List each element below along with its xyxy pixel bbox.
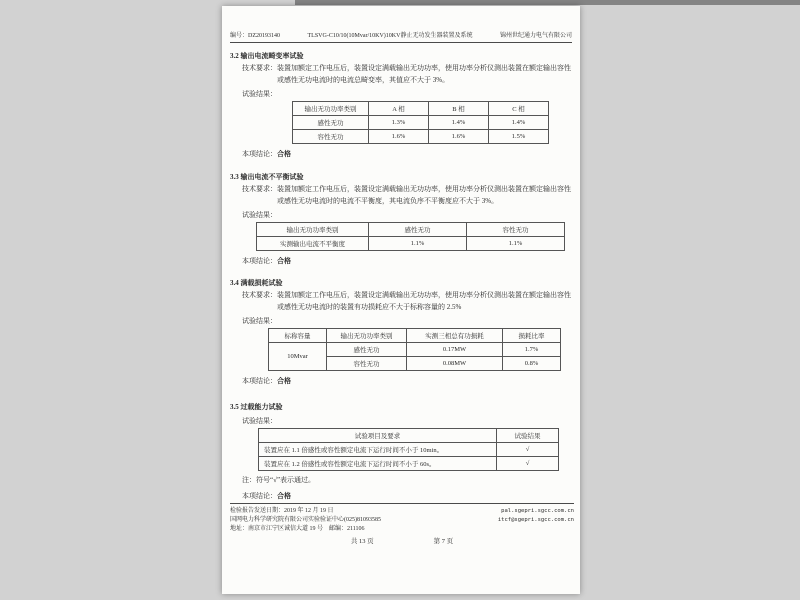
product-title: TLSVG-C10/10(10Mvar/10KV)10KV静止无功发生器装置及系统 bbox=[307, 33, 473, 39]
requirement-label: 技术要求： bbox=[242, 64, 277, 72]
cell: 0.08MW bbox=[407, 357, 503, 371]
cell: 1.4% bbox=[429, 116, 489, 130]
distortion-table bbox=[292, 101, 549, 144]
table-row bbox=[269, 343, 561, 357]
section-title: 3.4 满载损耗试验 bbox=[230, 279, 283, 287]
header-cell: 容性无功 bbox=[467, 223, 565, 237]
website-url: pal.sgepri.sgcc.com.cn bbox=[501, 508, 574, 514]
conclusion-line bbox=[242, 375, 572, 387]
checkmark-cell: √ bbox=[497, 443, 559, 457]
table-row bbox=[293, 116, 549, 130]
report-number: 编号：DZ20193140 bbox=[230, 33, 280, 39]
report-page bbox=[222, 6, 580, 594]
header-cell: 输出无功功率类别 bbox=[293, 102, 369, 116]
cell: 1.6% bbox=[369, 130, 429, 144]
section-3-5 bbox=[230, 401, 572, 502]
header-cell: 输出无功功率类别 bbox=[257, 223, 369, 237]
header-cell: 输出无功功率类别 bbox=[327, 329, 407, 343]
conclusion-value: 合格 bbox=[277, 257, 291, 265]
report-send-date: 检验报告发送日期：2019 年 12 月 19 日 bbox=[230, 508, 334, 514]
page-header bbox=[230, 30, 572, 43]
requirement-label: 技术要求： bbox=[242, 291, 277, 299]
requirement-text: 装置加额定工作电压后，装置设定满载输出无功功率，使用功率分析仪测出装置在额定输出容性或感性无功电流时的电流不平衡度，其电流负序不平衡度应不大于 3%。 bbox=[277, 185, 571, 205]
table-row bbox=[259, 443, 559, 457]
conclusion-value: 合格 bbox=[277, 492, 291, 500]
email-address: itcf@sgepri.sgcc.com.cn bbox=[497, 517, 574, 523]
section-title: 3.5 过载能力试验 bbox=[230, 403, 283, 411]
header-cell: A 相 bbox=[369, 102, 429, 116]
requirement-text: 装置加额定工作电压后，装置设定满载输出无功功率，使用功率分析仪测出装置在额定输出容性或感性无功电流时的装置有功损耗应不大于标称容量的 2.5% bbox=[277, 291, 571, 311]
company-name: 锦州世纪通力电气有限公司 bbox=[499, 33, 572, 39]
cell: 0.17MW bbox=[407, 343, 503, 357]
table-header-row bbox=[293, 102, 549, 116]
conclusion-label: 本项结论： bbox=[242, 150, 277, 158]
cell: 装置应在 1.2 倍感性或容性额定电流下运行时间不小于 60s。 bbox=[259, 457, 497, 471]
section-3-3 bbox=[230, 171, 572, 267]
footer-contact-block bbox=[230, 507, 381, 534]
cell: 0.8% bbox=[503, 357, 561, 371]
conclusion-value: 合格 bbox=[277, 150, 291, 158]
technical-requirement bbox=[242, 183, 572, 207]
section-3-4 bbox=[230, 277, 572, 387]
page-footer bbox=[230, 503, 574, 546]
cell: 1.5% bbox=[489, 130, 549, 144]
technical-requirement bbox=[242, 62, 572, 86]
section-title: 3.2 输出电流畸变率试验 bbox=[230, 52, 304, 60]
cell: 实测输出电流不平衡度 bbox=[257, 237, 369, 251]
conclusion-value: 合格 bbox=[277, 377, 291, 385]
header-cell: 实测三相总有功损耗 bbox=[407, 329, 503, 343]
result-label: 试验结果： bbox=[242, 90, 277, 98]
cell: 1.1% bbox=[467, 237, 565, 251]
table-header-row bbox=[257, 223, 565, 237]
cell: 容性无功 bbox=[293, 130, 369, 144]
capacity-cell: 10Mvar bbox=[269, 343, 327, 371]
conclusion-label: 本项结论： bbox=[242, 257, 277, 265]
header-cell: B 相 bbox=[429, 102, 489, 116]
section-title: 3.3 输出电流不平衡试验 bbox=[230, 173, 304, 181]
technical-requirement bbox=[242, 289, 572, 313]
table-row bbox=[293, 130, 549, 144]
cell: 1.4% bbox=[489, 116, 549, 130]
table-row bbox=[259, 457, 559, 471]
requirement-label: 技术要求： bbox=[242, 185, 277, 193]
testing-organization: 国网电力科学研究院有限公司实验验证中心(025)81093585 bbox=[230, 517, 381, 523]
result-label: 试验结果： bbox=[242, 317, 277, 325]
header-cell: C 相 bbox=[489, 102, 549, 116]
header-cell: 损耗比率 bbox=[503, 329, 561, 343]
footer-web-block bbox=[498, 507, 574, 534]
total-pages: 共 13 页 bbox=[350, 538, 374, 545]
footnote: 注：符号“√”表示通过。 bbox=[242, 476, 316, 484]
organization-address: 地址：南京市江宁区诚信大道 19 号 邮编：211106 bbox=[230, 526, 365, 532]
conclusion-label: 本项结论： bbox=[242, 377, 277, 385]
table-row bbox=[257, 237, 565, 251]
cell: 感性无功 bbox=[293, 116, 369, 130]
conclusion-label: 本项结论： bbox=[242, 492, 277, 500]
cell: 1.7% bbox=[503, 343, 561, 357]
conclusion-line bbox=[242, 490, 572, 502]
header-cell: 试验结果 bbox=[497, 429, 559, 443]
current-page: 第 7 页 bbox=[433, 538, 454, 545]
scan-edge-artifact bbox=[295, 0, 800, 5]
table-header-row bbox=[259, 429, 559, 443]
conclusion-line bbox=[242, 148, 572, 160]
result-label: 试验结果： bbox=[242, 211, 277, 219]
table-header-row bbox=[269, 329, 561, 343]
checkmark-cell: √ bbox=[497, 457, 559, 471]
header-cell: 试验项目及要求 bbox=[259, 429, 497, 443]
header-cell: 标称容量 bbox=[269, 329, 327, 343]
cell: 容性无功 bbox=[327, 357, 407, 371]
result-label: 试验结果： bbox=[242, 417, 277, 425]
section-3-2 bbox=[230, 50, 572, 160]
loss-table bbox=[268, 328, 561, 371]
conclusion-line bbox=[242, 255, 572, 267]
page-numbering bbox=[230, 537, 574, 546]
overload-table bbox=[258, 428, 559, 471]
cell: 感性无功 bbox=[327, 343, 407, 357]
cell: 1.3% bbox=[369, 116, 429, 130]
cell: 装置应在 1.1 倍感性或容性额定电流下运行时间不小于 10min。 bbox=[259, 443, 497, 457]
requirement-text: 装置加额定工作电压后，装置设定满载输出无功功率，使用功率分析仪测出装置在额定输出容性或感性无功电流时的电流总畸变率，其值应不大于 3%。 bbox=[277, 64, 571, 84]
unbalance-table bbox=[256, 222, 565, 251]
cell: 1.6% bbox=[429, 130, 489, 144]
cell: 1.1% bbox=[369, 237, 467, 251]
header-cell: 感性无功 bbox=[369, 223, 467, 237]
